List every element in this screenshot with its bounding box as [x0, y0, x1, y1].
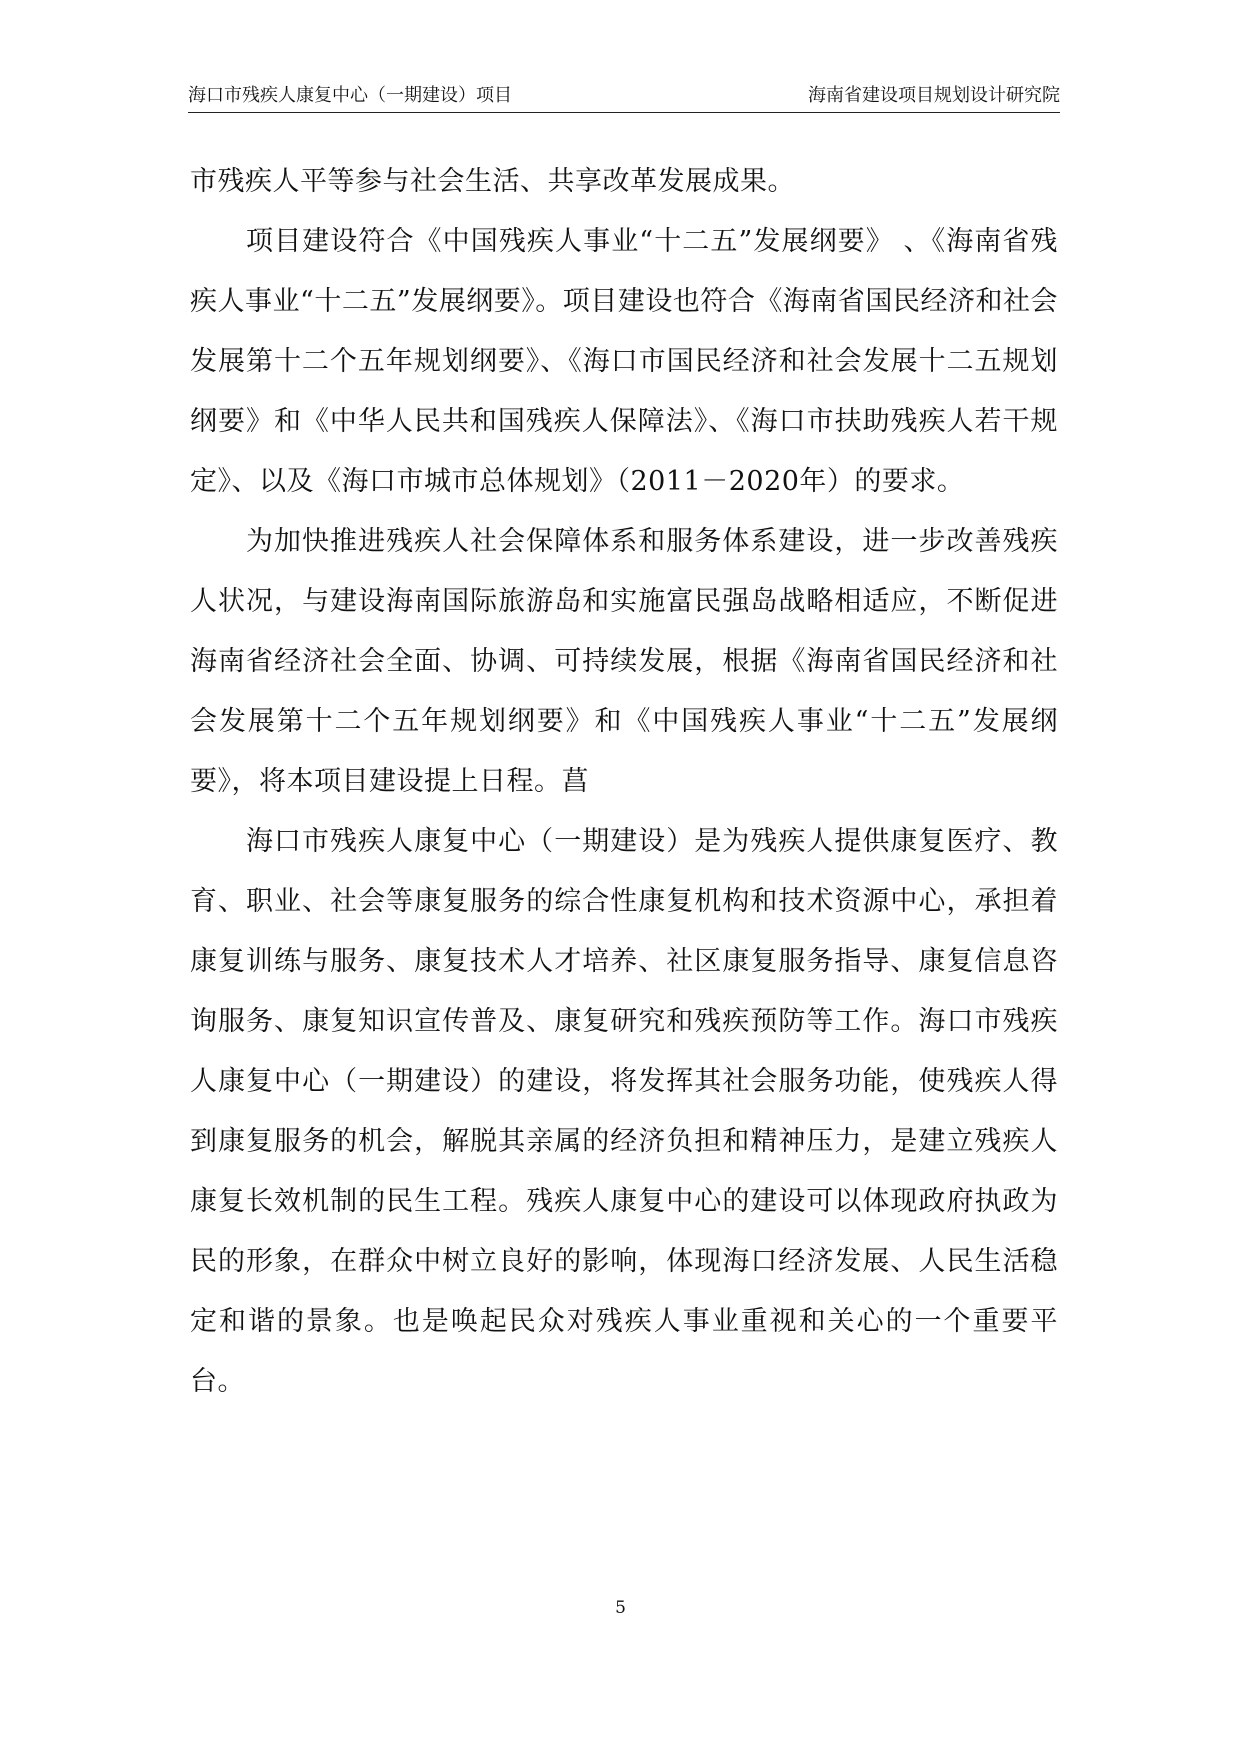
header-project-title: 海口市残疾人康复中心（一期建设）项目: [188, 85, 512, 106]
page-header: [188, 84, 1060, 113]
paragraph-background: 为加快推进残疾人社会保障体系和服务体系建设，进一步改善残疾人状况，与建设海南国际旅游岛和实施富民强岛战略相适应，不断促进海南省经济社会全面、协调、可持续发展，根据《海南省国民经济和社会发展第十二个五年规划纲要》和《中国残疾人事业“十二五”发展纲要》，将本项目建设提上日程。菖: [190, 526, 1058, 797]
header-organization: 海南省建设项目规划设计研究院: [808, 85, 1060, 106]
paragraph-continuation: 市残疾人平等参与社会生活、共享改革发展成果。: [190, 166, 795, 197]
paragraph-compliance: 项目建设符合《中国残疾人事业“十二五”发展纲要》 、《海南省残疾人事业“十二五”发展纲要》。项目建设也符合《海南省国民经济和社会发展第十二个五年规划纲要》、《海口市国民经济和社会发展十二五规划纲要》和《中华人民共和国残疾人保障法》、《海口市扶助残疾人若干规定》、以及《海口市城市总体规划》（2011－2020年）的要求。: [190, 226, 1058, 497]
page-number: 5: [615, 1598, 626, 1618]
body-text: [190, 152, 1058, 1412]
paragraph-project-role: 海口市残疾人康复中心（一期建设）是为残疾人提供康复医疗、教育、职业、社会等康复服务的综合性康复机构和技术资源中心，承担着康复训练与服务、康复技术人才培养、社区康复服务指导、康复信息咨询服务、康复知识宣传普及、康复研究和残疾预防等工作。海口市残疾人康复中心（一期建设）的建设，将发挥其社会服务功能，使残疾人得到康复服务的机会，解脱其亲属的经济负担和精神压力，是建立残疾人康复长效机制的民生工程。残疾人康复中心的建设可以体现政府执政为民的形象，在群众中树立良好的影响，体现海口经济发展、人民生活稳定和谐的景象。也是唤起民众对残疾人事业重视和关心的一个重要平台。: [190, 826, 1058, 1397]
